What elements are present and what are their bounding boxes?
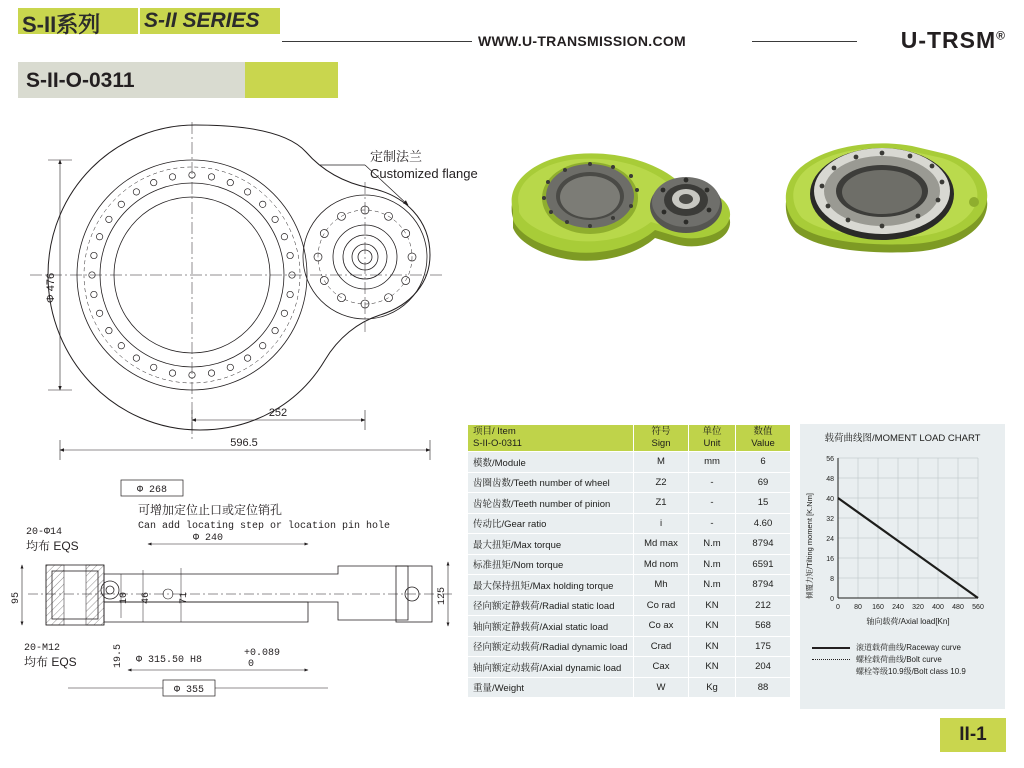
cell-value: 212 xyxy=(736,595,791,616)
xtick-240: 240 xyxy=(892,604,904,611)
chart-title: 载荷曲线图/MOMENT LOAD CHART xyxy=(824,433,981,444)
cell-sign: Md nom xyxy=(634,554,689,575)
cell-item: 轴向额定静载荷/Axial static load xyxy=(468,616,634,637)
xtick-80: 80 xyxy=(854,604,862,611)
bolt-bottom-eqs: 均布 EQS xyxy=(24,655,77,669)
legend-swatch-solid xyxy=(812,647,850,649)
header-item-cell xyxy=(468,425,634,452)
cell-sign: W xyxy=(634,677,689,698)
note-en: Can add locating step or location pin hole xyxy=(138,521,391,532)
header-item: 项目/ Item xyxy=(473,426,516,437)
legend-label-bolt: 螺栓载荷曲线/Bolt curve xyxy=(856,655,942,664)
header-item-sub: S-II-O-0311 xyxy=(473,438,522,449)
xtick-320: 320 xyxy=(912,604,924,611)
cell-unit: - xyxy=(689,493,736,514)
tol-upper: +0.089 xyxy=(244,648,281,659)
header-sign-sub: Sign xyxy=(651,438,671,449)
header-unit-sub: Unit xyxy=(703,438,721,449)
dim-268: Φ 268 xyxy=(136,485,168,496)
cell-value: 8794 xyxy=(736,534,791,555)
header-unit-cell xyxy=(689,425,736,452)
cell-item: 重量/Weight xyxy=(468,677,634,698)
cell-item: 最大保持扭矩/Max holding torque xyxy=(468,575,634,596)
cell-value: 69 xyxy=(736,472,791,493)
header-sign-cell xyxy=(634,425,689,452)
cell-unit: KN xyxy=(689,595,736,616)
header-value: 数值 xyxy=(753,426,773,437)
dim-240: Φ 240 xyxy=(192,533,224,544)
cell-value: 4.60 xyxy=(736,513,791,534)
cell-unit: Kg xyxy=(689,677,736,698)
dim-252: 252 xyxy=(268,407,288,419)
xtick-560: 560 xyxy=(972,604,984,611)
cell-unit: N.m xyxy=(689,534,736,555)
cell-unit: KN xyxy=(689,616,736,637)
table-row xyxy=(468,575,791,596)
cell-item: 径向额定静载荷/Radial static load xyxy=(468,595,634,616)
cell-unit: - xyxy=(689,513,736,534)
legend-item-bolt-class xyxy=(812,666,1002,678)
flange-callout-cn: 定制法兰 xyxy=(370,149,423,164)
cell-unit: KN xyxy=(689,657,736,678)
header-rule-right xyxy=(752,41,857,42)
ytick-16: 16 xyxy=(826,556,834,563)
model-bar-accent xyxy=(245,62,338,98)
spec-table-body xyxy=(468,425,791,698)
header-value-sub: Value xyxy=(751,438,775,449)
xtick-160: 160 xyxy=(872,604,884,611)
legend-item-bolt xyxy=(812,654,1002,666)
cell-item: 齿圈齿数/Teeth number of wheel xyxy=(468,472,634,493)
section-view-drawing xyxy=(8,470,458,720)
cell-sign: Crad xyxy=(634,636,689,657)
dim-19-5: 19.5 xyxy=(113,643,124,669)
ytick-24: 24 xyxy=(826,536,834,543)
cell-value: 88 xyxy=(736,677,791,698)
xtick-0: 0 xyxy=(836,604,840,611)
cell-value: 204 xyxy=(736,657,791,678)
registered-mark-icon: ® xyxy=(996,28,1006,43)
dim-diameter-476: Φ 476 xyxy=(45,272,57,304)
flange-callout xyxy=(370,148,478,182)
moment-load-chart xyxy=(800,424,1005,709)
ytick-48: 48 xyxy=(826,476,834,483)
ytick-56: 56 xyxy=(826,456,834,463)
legend-label-raceway: 滚道载荷曲线/Raceway curve xyxy=(856,643,961,652)
spec-table-header-row xyxy=(468,425,791,452)
table-row xyxy=(468,513,791,534)
cell-unit: KN xyxy=(689,636,736,657)
ytick-0: 0 xyxy=(830,596,834,603)
cell-sign: Z2 xyxy=(634,472,689,493)
ytick-32: 32 xyxy=(826,516,834,523)
page-number: II-1 xyxy=(959,724,987,745)
cell-sign: Z1 xyxy=(634,493,689,514)
chart-legend xyxy=(812,642,1002,678)
header-value-cell xyxy=(736,425,791,452)
cell-unit: mm xyxy=(689,452,736,473)
cell-sign: Co ax xyxy=(634,616,689,637)
cell-item: 模数/Module xyxy=(468,452,634,473)
dim-46: 46 xyxy=(141,591,152,605)
dim-95: 95 xyxy=(11,591,22,605)
chart-xlabel: 轴向载荷/Axial load[Kn] xyxy=(866,617,950,626)
bolt-bottom-count: 20-M12 xyxy=(24,643,61,654)
cell-item: 标准扭矩/Nom torque xyxy=(468,554,634,575)
table-row xyxy=(468,472,791,493)
cell-sign: i xyxy=(634,513,689,534)
xtick-400: 400 xyxy=(932,604,944,611)
brand-text: U-TRSM xyxy=(900,27,997,53)
raceway-curve-line xyxy=(838,498,978,598)
table-row xyxy=(468,554,791,575)
cell-unit: - xyxy=(689,472,736,493)
cell-value: 6591 xyxy=(736,554,791,575)
header-unit: 单位 xyxy=(702,426,722,437)
bolt-top-eqs: 均布 EQS xyxy=(26,539,79,553)
table-row xyxy=(468,493,791,514)
dim-10: 10 xyxy=(119,591,130,605)
cell-sign: Md max xyxy=(634,534,689,555)
cell-value: 568 xyxy=(736,616,791,637)
table-row xyxy=(468,657,791,678)
page-header xyxy=(0,0,1024,60)
dim-355: Φ 355 xyxy=(173,685,205,696)
model-code: S-II-O-0311 xyxy=(26,69,135,92)
dim-71: 71 xyxy=(179,591,190,605)
cell-unit: N.m xyxy=(689,554,736,575)
legend-label-bolt-class: 螺栓等级10.9级/Bolt class 10.9 xyxy=(856,667,966,676)
cell-sign: Co rad xyxy=(634,595,689,616)
legend-swatch-dotted xyxy=(812,659,850,660)
cell-item: 最大扭矩/Max torque xyxy=(468,534,634,555)
table-row xyxy=(468,534,791,555)
flange-callout-en: Customized flange xyxy=(370,166,478,181)
product-render-top xyxy=(495,140,750,290)
product-render-bottom xyxy=(760,140,1010,290)
dim-125: 125 xyxy=(437,586,448,606)
series-title-cn: S-II系列 xyxy=(22,12,101,37)
dim-596-5: 596.5 xyxy=(230,437,258,449)
specification-table xyxy=(467,424,791,698)
cell-item: 径向额定动载荷/Radial dynamic load xyxy=(468,636,634,657)
cell-value: 15 xyxy=(736,493,791,514)
table-row xyxy=(468,452,791,473)
header-rule-left xyxy=(282,41,472,42)
cell-value: 175 xyxy=(736,636,791,657)
chart-plot-area xyxy=(800,446,1005,646)
cell-item: 传动比/Gear ratio xyxy=(468,513,634,534)
header-sign: 符号 xyxy=(651,426,671,437)
bolt-top-count: 20-Φ14 xyxy=(26,527,63,538)
ytick-40: 40 xyxy=(826,496,834,503)
brand-logo xyxy=(901,27,1006,54)
cell-value: 8794 xyxy=(736,575,791,596)
cell-value: 6 xyxy=(736,452,791,473)
legend-item-raceway xyxy=(812,642,1002,654)
table-row xyxy=(468,616,791,637)
table-row xyxy=(468,595,791,616)
tol-lower: 0 xyxy=(248,659,255,670)
cell-sign: Mh xyxy=(634,575,689,596)
dim-315-50: Φ 315.50 H8 xyxy=(136,655,203,666)
note-cn: 可增加定位止口或定位销孔 xyxy=(138,503,283,517)
ytick-8: 8 xyxy=(830,576,834,583)
website-url: WWW.U-TRANSMISSION.COM xyxy=(478,33,687,49)
cell-sign: Cax xyxy=(634,657,689,678)
cell-item: 齿轮齿数/Teeth number of pinion xyxy=(468,493,634,514)
xtick-480: 480 xyxy=(952,604,964,611)
cell-item: 轴向额定动载荷/Axial dynamic load xyxy=(468,657,634,678)
series-title-en: S-II SERIES xyxy=(144,9,260,32)
table-row xyxy=(468,677,791,698)
table-row xyxy=(468,636,791,657)
cell-sign: M xyxy=(634,452,689,473)
cell-unit: N.m xyxy=(689,575,736,596)
chart-ylabel: 倾覆力矩/Tilting moment [K.Nm] xyxy=(805,493,814,599)
